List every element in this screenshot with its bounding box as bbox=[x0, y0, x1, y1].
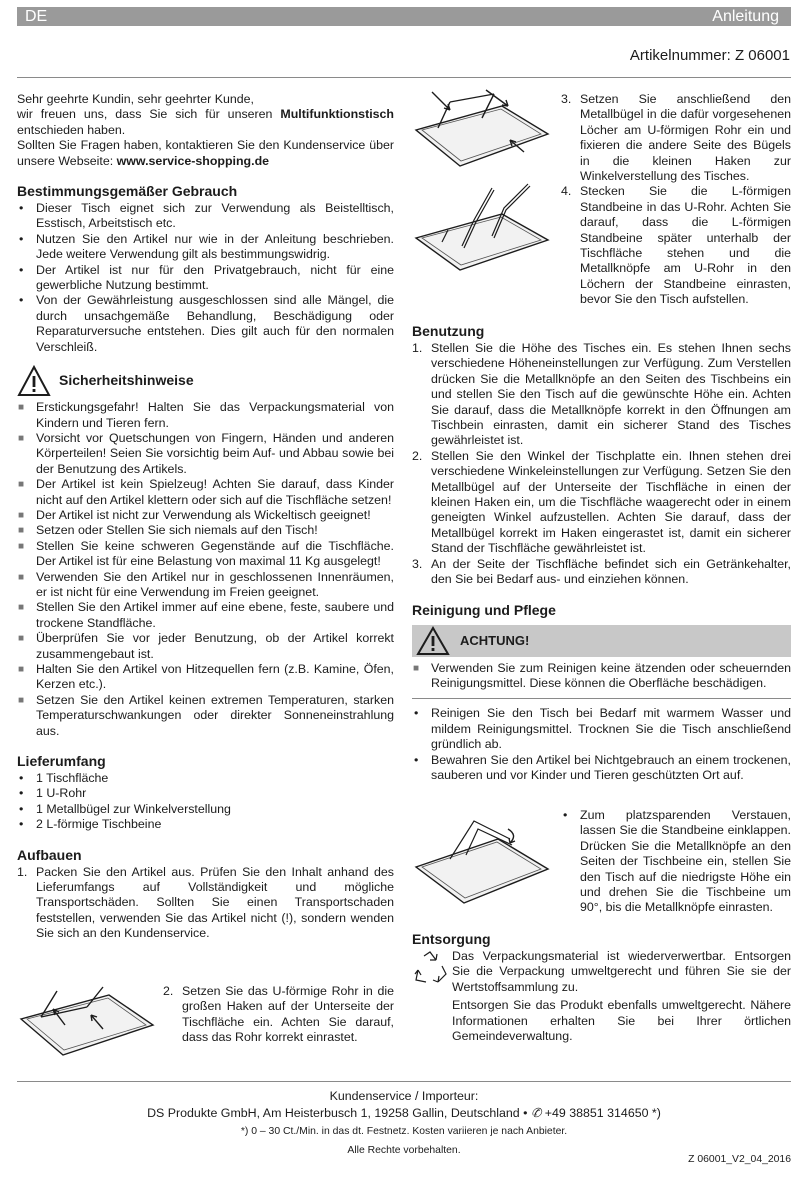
safety-header bbox=[17, 365, 394, 397]
disposal-section bbox=[412, 918, 791, 1044]
warning-banner bbox=[412, 625, 791, 657]
contents-heading: Lieferumfang bbox=[17, 753, 106, 770]
list-item: • Bewahren Sie den Artikel bei Nichtgebrauch an einem trockenen, sauberen und vor Kinder und Tieren geschützten Ort auf. bbox=[412, 753, 791, 784]
assembly-steps-b bbox=[163, 984, 394, 1046]
care-warning-list bbox=[412, 661, 791, 692]
disposal-paragraph-2: Entsorgen Sie das Produkt ebenfalls umweltgerecht. Nähere Informationen erhalten Sie bei Ihrer örtlichen Gemeindeverwaltung. bbox=[452, 998, 791, 1044]
assembly-step: 2. Setzen Sie das U-förmige Rohr in die großen Haken auf der Unterseite der Tischfläche ein. Achten Sie darauf, dass das Rohr korrekt einrastet. bbox=[163, 984, 394, 1045]
assembly-step3-illustration bbox=[412, 88, 552, 172]
footer-service-label: Kundenservice / Importeur: bbox=[329, 1089, 479, 1103]
website-link[interactable]: www.service-shopping.de bbox=[116, 153, 270, 168]
list-item: • Nutzen Sie den Artikel nur wie in der Anleitung beschrieben. Jede weitere Verwendung gilt als bestimmungswidrig. bbox=[17, 232, 394, 263]
list-item: ■ Der Artikel ist kein Spielzeug! Achten Sie darauf, dass Kinder nicht auf den Artikel klettern oder sich auf die Tischfläche setzen! bbox=[18, 477, 394, 507]
document-type: Anleitung bbox=[712, 8, 779, 25]
warning-triangle-icon bbox=[416, 626, 450, 656]
right-column bbox=[412, 309, 791, 783]
assembly-steps-a bbox=[17, 865, 394, 942]
safety-list bbox=[17, 400, 394, 739]
assembly-steps-c bbox=[561, 92, 791, 308]
care-divider bbox=[412, 698, 791, 699]
header-divider bbox=[17, 77, 791, 78]
version-label: Z 06001_V2_04_2016 bbox=[688, 1154, 791, 1165]
care-heading: Reinigung und Pflege bbox=[412, 601, 556, 618]
list-item: • Dieser Tisch eignet sich zur Verwendung als Beistelltisch, Esstisch, Arbeitstisch etc. bbox=[17, 201, 394, 232]
usage-heading: Bestimmungsgemäßer Gebrauch bbox=[17, 183, 238, 200]
assembly-step2-illustration bbox=[17, 985, 157, 1063]
list-item: ■ Stellen Sie den Artikel immer auf eine ebene, feste, saubere und trockene Standfläche. bbox=[18, 600, 394, 630]
phone-number: +49 38851 314650 *) bbox=[544, 1106, 661, 1120]
intro-contact: Sollten Sie Fragen haben, kontaktieren Sie den Kundenservice über unsere Webseite: www.service-shopping.de bbox=[17, 138, 394, 168]
list-item: ■ Stellen Sie keine schweren Gegenstände auf die Tischfläche. Der Artikel ist für eine Belastung von maximal 11 Kg ausgelegt! bbox=[18, 538, 394, 569]
operation-step: 3. An der Seite der Tischfläche befindet sich ein Getränkehalter, den Sie bei Bedarf aus- und einziehen können. bbox=[412, 556, 791, 587]
operation-steps bbox=[412, 341, 791, 588]
list-item: • Von der Gewährleistung ausgeschlossen sind alle Mängel, die durch unsachgemäße Behandlung, Beschädigung oder Reparaturversuche entstehen. Dies gilt auch für den normalen Verschleiß. bbox=[17, 293, 394, 355]
list-item: ■ Verwenden Sie zum Reinigen keine ätzenden oder scheuernden Reinigungsmittel. Diese können die Oberfläche beschädigen. bbox=[413, 660, 791, 690]
footer-address: DS Produkte GmbH, Am Heisterbusch 1, 19258 Gallin, Deutschland • ✆ +49 38851 314650 *) bbox=[147, 1106, 661, 1120]
list-item: • 2 L-förmige Tischbeine bbox=[17, 817, 394, 832]
usage-list bbox=[17, 201, 394, 355]
contents-list bbox=[17, 771, 394, 833]
assembly-heading: Aufbauen bbox=[17, 846, 82, 863]
list-item: • Zum platzsparenden Verstauen, lassen Sie die Standbeine einklappen. Drücken Sie die Metallknöpfe an den Seiten der Tischbeine ein, stellen Sie den Tisch auf die niedrigste Höhe ein und drehen Sie die Tischbeine um 90°, bis die Metallknöpfe einrasten. bbox=[561, 808, 791, 916]
storage-list bbox=[561, 808, 791, 916]
top-bar bbox=[17, 7, 791, 26]
list-item: • 1 Tischfläche bbox=[17, 771, 394, 786]
assembly-step: 4. Stecken Sie die L-förmigen Standbeine in das U-Rohr. Achten Sie darauf, dass die L-förmigen Standbeine später unterhalb der Tischfläche stehen und die Metallknöpfe am U-Rohr in den Löchern der Standbeine einrasten, bevor Sie den Tisch aufstellen. bbox=[561, 184, 791, 307]
list-item: ■ Setzen Sie den Artikel keinen extremen Temperaturen, starken Temperaturschwankungen oder direkter Sonneneinstrahlung aus. bbox=[18, 692, 394, 738]
list-item: • 1 U-Rohr bbox=[17, 786, 394, 801]
warning-label: ACHTUNG! bbox=[460, 632, 530, 648]
warning-triangle-icon bbox=[17, 365, 51, 397]
assembly-step4-illustration bbox=[412, 182, 552, 274]
left-column bbox=[17, 92, 394, 942]
product-name: Multifunktionstisch bbox=[280, 107, 394, 122]
list-item: • 1 Metallbügel zur Winkelverstellung bbox=[17, 802, 394, 817]
list-item: ■ Überprüfen Sie vor jeder Benutzung, ob der Artikel korrekt zusammengebaut ist. bbox=[18, 631, 394, 661]
list-item: ■ Erstickungsgefahr! Halten Sie das Verpackungsmaterial von Kindern und Tieren fern. bbox=[18, 400, 394, 430]
list-item: • Der Artikel ist nur für den Privatgebrauch, nicht für eine gewerbliche Nutzung bestimmt. bbox=[17, 263, 394, 294]
phone-icon: ✆ bbox=[530, 1106, 542, 1120]
list-item: ■ Der Artikel ist nicht zur Verwendung als Wickeltisch geeignet! bbox=[18, 507, 371, 522]
disposal-heading: Entsorgung bbox=[412, 931, 491, 947]
operation-step: 1. Stellen Sie die Höhe des Tisches ein. Es stehen Ihnen sechs verschiedene Höheneinstellungen zur Verfügung. Zum Verstellen drücken Sie die Metallknöpfe an den Seiten des Tischbeins ein und stellen Sie den Tisch auf die gewünschte Höhe ein. Achten Sie darauf, dass die Metallknöpfe korrekt in den Öffnungen am Tischbein einrasten, damit ein sicherer Stand des Tisches gewährleistet ist. bbox=[412, 341, 791, 448]
disposal-paragraph-1: Das Verpackungsmaterial ist wiederverwertbar. Entsorgen Sie die Verpackung umweltgerecht und führen Sie sie der Wertstoffsammlung zu. bbox=[452, 949, 791, 994]
recycle-icon bbox=[412, 950, 448, 986]
language-label: DE bbox=[25, 8, 48, 25]
list-item: ■ Halten Sie den Artikel von Hitzequellen fern (z.B. Kamine, Öfen, Kerzen etc.). bbox=[18, 662, 394, 692]
care-list bbox=[412, 706, 791, 783]
list-item: • Reinigen Sie den Tisch bei Bedarf mit warmem Wasser und mildem Reinigungsmittel. Trocknen Sie die Tisch anschließend gründlich ab. bbox=[412, 706, 791, 752]
intro-text: wir freuen uns, dass Sie sich für unseren Multifunktionstisch entschieden haben. bbox=[17, 107, 394, 137]
footer-divider bbox=[17, 1081, 791, 1082]
article-number: Artikelnummer: Z 06001 bbox=[629, 47, 790, 64]
assembly-step: 3. Setzen Sie anschließend den Metallbügel in die dafür vorgesehenen Löcher am U-förmigen Rohr ein und fixieren die andere Seite des Bügels in die kleinen Haken zur Winkelverstellung des Tisches. bbox=[561, 92, 791, 184]
list-item: ■ Setzen oder Stellen Sie sich niemals auf den Tisch! bbox=[18, 523, 318, 538]
list-item: ■ Vorsicht vor Quetschungen von Fingern, Händen und anderen Körperteilen! Seien Sie vorsichtig beim Auf- und Abbau sowie bei der Benutzung des Artikels. bbox=[18, 430, 394, 476]
footer-rights: Alle Rechte vorbehalten. bbox=[347, 1145, 461, 1156]
storage-illustration bbox=[412, 815, 552, 909]
footer-cost-note: *) 0 – 30 Ct./Min. in das dt. Festnetz. Kosten variieren je nach Anbieter. bbox=[240, 1126, 568, 1137]
assembly-step: 1. Packen Sie den Artikel aus. Prüfen Sie den Inhalt anhand des Lieferumfangs auf Vollständigkeit und mögliche Transportschäden. Sollten Sie einen Transportschaden feststellen, verwenden Sie das Artikel nicht (!), sondern wenden Sie sich an den Kundenservice. bbox=[17, 864, 394, 941]
operation-heading: Benutzung bbox=[412, 323, 485, 339]
safety-heading: Sicherheitshinweise bbox=[59, 372, 194, 389]
intro-greeting: Sehr geehrte Kundin, sehr geehrter Kunde, bbox=[17, 92, 254, 106]
list-item: ■ Verwenden Sie den Artikel nur in geschlossenen Innenräumen, er ist nicht für eine Verwendung im Freien geeignet. bbox=[18, 569, 394, 599]
operation-step: 2. Stellen Sie den Winkel der Tischplatte ein. Ihnen stehen drei verschiedene Winkeleinstellungen zur Verfügung. Setzen Sie den Metallbügel auf der Unterseite der Tischfläche in einen der kleinen Haken ein, um die Tischfläche waagerecht oder in einem geneigten Winkel aufzustellen. Achten Sie darauf, dass der Metallbügel korrekt im Haken eingerastet ist, damit ein sicherer Stand der Tischfläche gewährleistet ist. bbox=[412, 448, 791, 556]
